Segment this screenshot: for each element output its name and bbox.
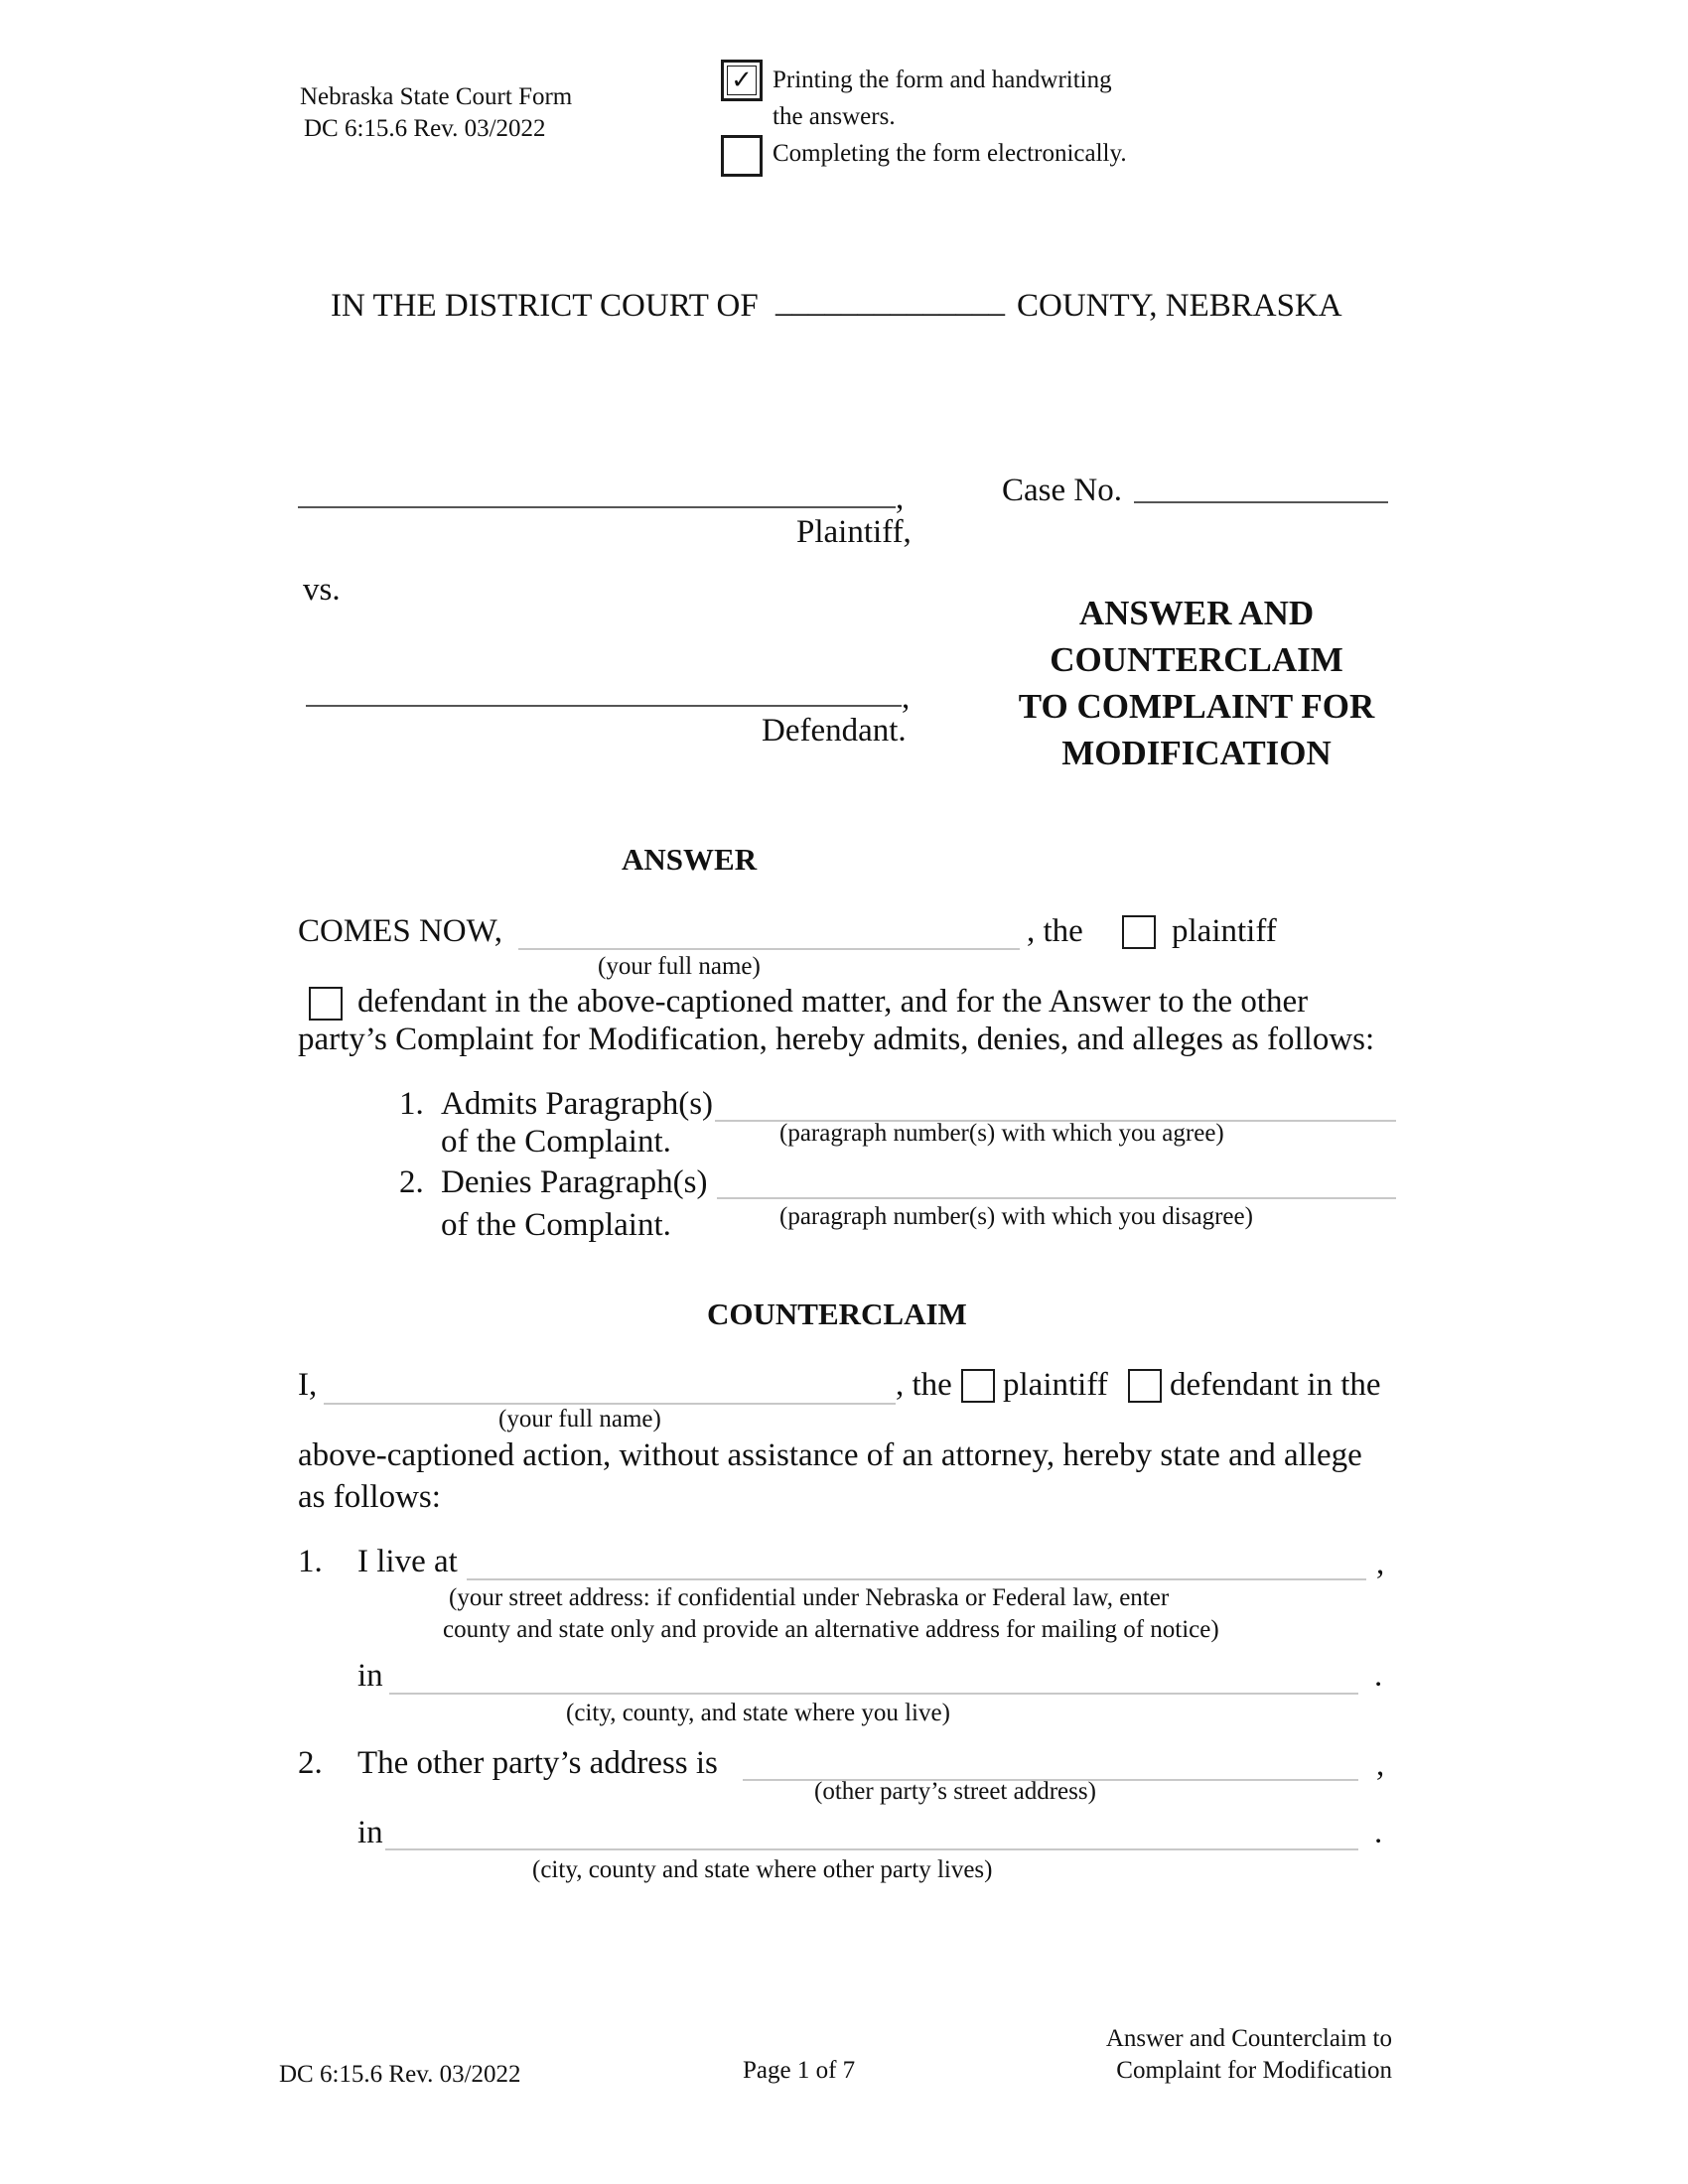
case-no-label: Case No. (1002, 473, 1122, 508)
form-name: Nebraska State Court Form (300, 83, 573, 110)
answer-plaintiff-label: plaintiff (1172, 913, 1277, 949)
electronic-option-label: Completing the form electronically. (773, 140, 1127, 167)
cc-plaintiff-checkbox[interactable] (961, 1369, 995, 1403)
denies-hint: (paragraph number(s) with which you disagree) (779, 1203, 1253, 1230)
cc-other-city-line[interactable] (385, 1848, 1358, 1850)
defendant-name-line[interactable] (306, 705, 902, 707)
denies-label: Denies Paragraph(s) (441, 1164, 708, 1200)
answer-defendant-text: defendant in the above-captioned matter, and for the Answer to the other (357, 984, 1309, 1020)
answer-item2-num: 2. (399, 1164, 424, 1200)
cc-i-prefix: I, (298, 1367, 318, 1403)
answer-name-hint: (your full name) (598, 953, 761, 980)
cc-street-address-line[interactable] (467, 1578, 1366, 1580)
cc-item2-in-label: in (357, 1815, 383, 1850)
footer-form-id: DC 6:15.6 Rev. 03/2022 (279, 2061, 521, 2088)
answer-item1-num: 1. (399, 1086, 424, 1122)
cc-name-line[interactable] (324, 1403, 896, 1405)
cc-street-hint1: (your street address: if confidential under Nebraska or Federal law, enter (449, 1584, 1170, 1611)
cc-item2-in-period: . (1374, 1815, 1383, 1850)
cc-city-hint: (city, county, and state where you live) (566, 1700, 950, 1726)
cc-name-hint: (your full name) (498, 1406, 661, 1433)
checkmark-icon: ✓ (727, 66, 757, 95)
cc-defendant-checkbox[interactable] (1128, 1369, 1162, 1403)
admits-hint: (paragraph number(s) with which you agree) (779, 1120, 1224, 1147)
title-line-1: ANSWER AND (1078, 594, 1315, 632)
cc-item2-num: 2. (298, 1745, 323, 1781)
electronic-option-checkbox[interactable] (721, 135, 763, 177)
form-id: DC 6:15.6 Rev. 03/2022 (304, 115, 546, 142)
title-line-2: COUNTERCLAIM (1050, 640, 1343, 679)
footer-title-line1: Answer and Counterclaim to (1105, 2025, 1392, 2052)
plaintiff-name-line[interactable] (298, 506, 896, 508)
cc-item1-num: 1. (298, 1544, 323, 1579)
county-blank[interactable]: ______________ (775, 284, 1005, 320)
denies-paragraphs-line[interactable] (717, 1197, 1396, 1199)
defendant-comma: , (902, 680, 911, 716)
counterclaim-heading: COUNTERCLAIM (707, 1297, 967, 1331)
plaintiff-label: Plaintiff, (796, 514, 912, 550)
cc-other-address-label: The other party’s address is (357, 1745, 718, 1781)
answer-heading: ANSWER (622, 842, 758, 877)
cc-item1-comma: , (1376, 1546, 1385, 1581)
cc-street-hint2: county and state only and provide an alternative address for mailing of notice) (443, 1616, 1219, 1643)
cc-in-label: in (357, 1658, 383, 1694)
cc-city-line[interactable] (389, 1693, 1358, 1695)
cc-plaintiff-label: plaintiff (1003, 1367, 1108, 1403)
cc-other-address-hint: (other party’s street address) (814, 1778, 1096, 1805)
print-option-label: Printing the form and handwriting (773, 67, 1112, 93)
cc-body-line1: above-captioned action, without assistance of an attorney, hereby state and allege (298, 1437, 1362, 1473)
print-option-label-cont: the answers. (773, 103, 896, 130)
cc-item2-comma: , (1376, 1747, 1385, 1783)
admits-label: Admits Paragraph(s) (441, 1086, 714, 1122)
answer-party-text: party’s Complaint for Modification, hereby admits, denies, and alleges as follows: (298, 1022, 1375, 1057)
vs-label: vs. (303, 572, 341, 608)
answer-defendant-checkbox[interactable] (309, 987, 343, 1021)
defendant-label: Defendant. (762, 713, 907, 749)
print-option-checkbox[interactable] (721, 60, 763, 101)
court-suffix: COUNTY, NEBRASKA (1017, 288, 1342, 324)
answer-comma-the: , the (1027, 913, 1083, 949)
plaintiff-comma: , (896, 480, 905, 516)
title-line-4: MODIFICATION (1061, 734, 1332, 772)
admits-sub: of the Complaint. (441, 1124, 671, 1160)
footer-page-number: Page 1 of 7 (743, 2057, 856, 2084)
answer-name-line[interactable] (518, 948, 1020, 950)
document-title (993, 590, 1400, 776)
court-prefix: IN THE DISTRICT COURT OF (331, 288, 759, 324)
case-no-line[interactable] (1134, 501, 1388, 503)
cc-body-line2: as follows: (298, 1479, 441, 1515)
comes-now-label: COMES NOW, (298, 913, 502, 949)
cc-in-period: . (1374, 1658, 1383, 1694)
cc-live-at-label: I live at (357, 1544, 458, 1579)
cc-defendant-label: defendant in the (1170, 1367, 1381, 1403)
title-line-3: TO COMPLAINT FOR (1018, 687, 1375, 726)
cc-comma-the: , the (896, 1367, 952, 1403)
denies-sub: of the Complaint. (441, 1207, 671, 1243)
footer-title-line2: Complaint for Modification (1116, 2057, 1392, 2084)
answer-plaintiff-checkbox[interactable] (1122, 915, 1156, 949)
cc-other-city-hint: (city, county and state where other party lives) (532, 1856, 993, 1883)
